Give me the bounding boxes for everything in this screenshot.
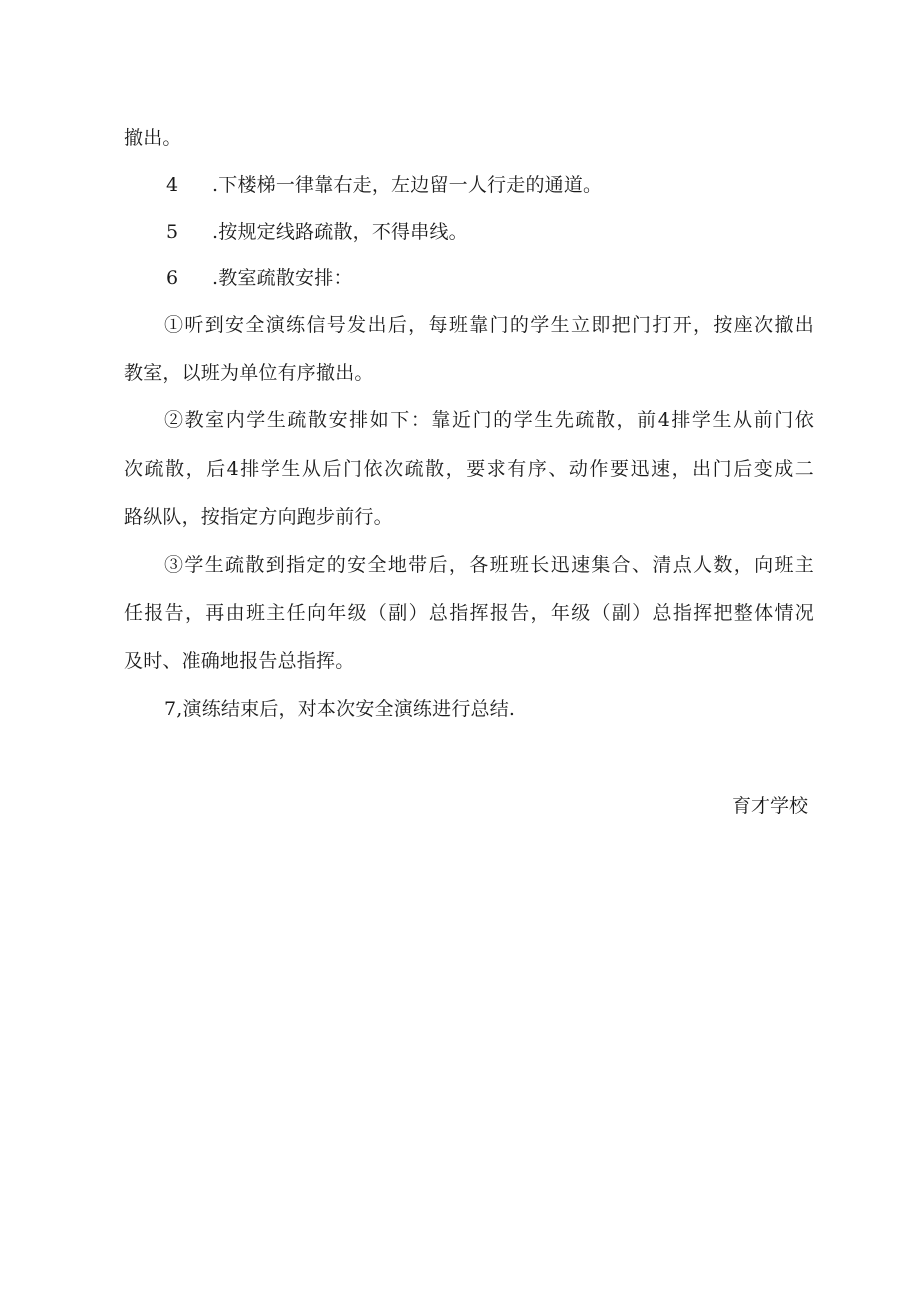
- signature-school: 育才学校: [731, 795, 808, 817]
- paragraph-line: 7,演练结束后，对本次安全演练进行总结.: [164, 698, 516, 720]
- paragraph-line: ①听到安全演练信号发出后，每班靠门的学生立即把门打开，按座次撤出: [164, 314, 814, 336]
- list-item-text: .下楼梯一律靠右走，左边留一人行走的通道。: [212, 174, 603, 196]
- list-item-number: 4: [166, 174, 179, 196]
- paragraph-line: 及时、准确地报告总指挥。: [124, 650, 355, 672]
- list-item-6: [166, 266, 814, 290]
- list-item-number: 5: [166, 221, 179, 243]
- paragraph-continuation: 撤出。: [124, 127, 182, 149]
- paragraph-line: 路纵队，按指定方向跑步前行。: [124, 506, 393, 528]
- list-item-4: [166, 173, 814, 197]
- paragraph-line: 次疏散，后4排学生从后门依次疏散，要求有序、动作要迅速，出门后变成二: [124, 458, 814, 480]
- list-item-text: .按规定线路疏散，不得串线。: [212, 221, 468, 243]
- list-item-text: .教室疏散安排：: [212, 267, 353, 289]
- paragraph-line: 任报告，再由班主任向年级（副）总指挥报告，年级（副）总指挥把整体情况: [124, 602, 814, 624]
- list-item-5: [166, 220, 814, 244]
- paragraph-line: 教室，以班为单位有序撤出。: [124, 362, 374, 384]
- list-item-number: 6: [166, 267, 179, 289]
- paragraph-line: ②教室内学生疏散安排如下：靠近门的学生先疏散，前4排学生从前门依: [164, 409, 814, 431]
- paragraph-line: ③学生疏散到指定的安全地带后，各班班长迅速集合、清点人数，向班主: [164, 554, 814, 576]
